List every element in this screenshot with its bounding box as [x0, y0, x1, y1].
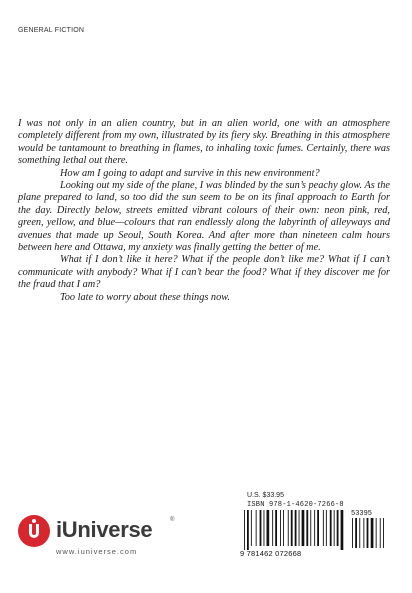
genre-label: GENERAL FICTION: [18, 27, 85, 34]
excerpt-paragraph: I was not only in an alien country, but in an alien world, one with an atmosphere completely different from my own, illustrated by its fiery sky. Breathing in this atmosphere would be tantamount to breathing in flames, to inhaling toxic fumes. Certainly, there was something lethal out there.: [18, 118, 390, 167]
iuniverse-logo-icon: [18, 515, 50, 547]
price-label: U.S. $33.95: [247, 492, 284, 499]
barcode-addon-bar: [380, 518, 381, 548]
barcode-bar: [341, 510, 344, 550]
barcode-bar: [291, 510, 293, 546]
barcode-bar: [283, 510, 284, 546]
barcode-bar: [306, 510, 308, 546]
barcode-addon-bar: [352, 518, 353, 548]
barcode-addon-bar: [359, 518, 360, 548]
barcode-bar: [244, 510, 245, 550]
excerpt-paragraph: Too late to worry about these things now.: [60, 291, 230, 303]
excerpt-paragraph: How am I going to adapt and survive in this new environment?: [60, 167, 320, 179]
barcode-bar: [264, 510, 265, 546]
publisher-url: www.iuniverse.com: [56, 547, 138, 556]
barcode-addon-bar: [376, 518, 377, 548]
barcode-bar: [280, 510, 281, 546]
barcode: [240, 507, 395, 552]
barcode-bar: [251, 510, 252, 546]
barcode-bar: [323, 510, 324, 546]
publisher-logo: [18, 509, 228, 559]
barcode-bar: [302, 510, 305, 546]
barcode-bar: [288, 510, 289, 546]
barcode-bar: [267, 510, 270, 546]
barcode-bar: [247, 510, 249, 550]
barcode-bar: [260, 510, 262, 546]
barcode-digits: 9 781462 072668: [240, 549, 302, 558]
barcode-addon-bar: [371, 518, 374, 548]
barcode-bar: [310, 510, 311, 546]
barcode-bar: [326, 510, 327, 546]
excerpt-paragraph: Looking out my side of the plane, I was blinded by the sun’s peachy glow. As the plane prepared to land, so too did the sun seem to be on its final approach to Earth for the day. Directly below, streets emitted vibrant colours of their own: neon pink, red, green, yellow, and blue—colours that ran endlessly along the labyrinth of alleyways and avenues that made up Seoul, South Korea. And after more than nineteen calm hours between here and Ottawa, my anxiety was finally getting the better of me.: [18, 180, 390, 254]
barcode-addon-bar: [383, 518, 384, 548]
barcode-bar: [256, 510, 257, 546]
barcode-addon-bar: [367, 518, 369, 548]
barcode-bar: [272, 510, 273, 546]
barcode-bar: [314, 510, 315, 546]
publisher-name: iUniverse: [56, 517, 153, 542]
barcode-bar: [334, 510, 335, 546]
barcode-bar: [275, 510, 277, 546]
barcode-addon-bar: [355, 518, 357, 548]
barcode-addon-bar: [363, 518, 364, 548]
back-cover-excerpt: [18, 118, 390, 304]
barcode-bar: [299, 510, 300, 546]
barcode-bar: [337, 510, 339, 546]
excerpt-paragraph: What if I don’t like it here? What if the people don’t like me? What if I can’t communicate with anybody? What if I can’t bear the food? What if they discover me for the fraud that I am?: [18, 254, 390, 291]
barcode-bar: [295, 510, 297, 546]
trademark-symbol: ®: [170, 517, 175, 523]
isbn-label: ISBN 978-1-4620-7266-8: [247, 501, 344, 509]
barcode-bar: [330, 510, 332, 546]
barcode-bar: [317, 510, 319, 546]
price-code: 53395: [351, 510, 373, 518]
